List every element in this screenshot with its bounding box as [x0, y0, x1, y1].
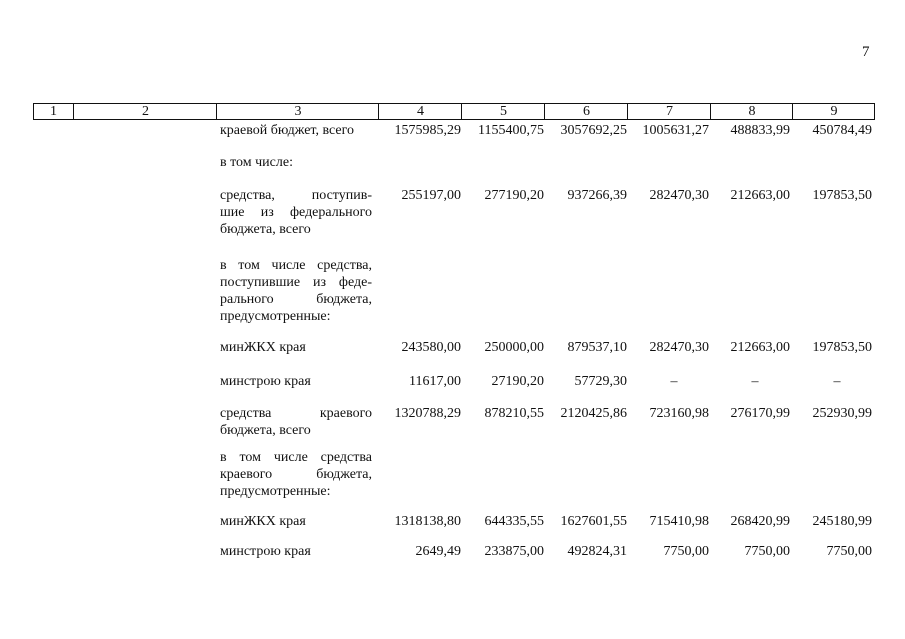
- header-cell-5: 5: [461, 104, 545, 119]
- value-cell-col-8: 7750,00: [744, 544, 790, 559]
- header-cell-8: 8: [710, 104, 793, 119]
- row-label-line: предусмотренные:: [220, 309, 331, 324]
- value-cell-col-4: 1575985,29: [394, 123, 461, 138]
- value-cell-col-7: –: [670, 374, 678, 389]
- row-label-line: краевой бюджет, всего: [220, 123, 355, 138]
- row-label-line: бюджета, всего: [220, 222, 311, 237]
- row-label-line: предусмотренные:: [220, 484, 331, 499]
- value-cell-col-9: –: [833, 374, 841, 389]
- value-cell-col-9: 7750,00: [826, 544, 872, 559]
- row-label: [220, 405, 372, 439]
- value-cell-col-7: 715410,98: [649, 514, 709, 529]
- value-cell-col-5: 644335,55: [484, 514, 544, 529]
- header-cell-7: 7: [627, 104, 711, 119]
- value-cell-col-8: 268420,99: [730, 514, 790, 529]
- value-cell-col-8: 212663,00: [730, 340, 790, 355]
- value-cell-col-6: 1627601,55: [560, 514, 627, 529]
- row-label-line: в том числе:: [220, 155, 293, 170]
- value-cell-col-7: 1005631,27: [642, 123, 709, 138]
- value-cell-col-6: 57729,30: [574, 374, 627, 389]
- row-label-line: минстрою края: [220, 544, 311, 559]
- row-label-line: средства, поступив-: [220, 188, 372, 203]
- row-label-line: бюджета, всего: [220, 423, 311, 438]
- row-label-line: шие из федерального: [220, 205, 372, 220]
- value-cell-col-6: 2120425,86: [560, 406, 627, 421]
- header-cell-9: 9: [792, 104, 875, 119]
- value-cell-col-4: 11617,00: [409, 374, 461, 389]
- row-label-line: минстрою края: [220, 374, 311, 389]
- row-label-line: минЖКХ края: [220, 340, 306, 355]
- row-label: [220, 122, 372, 139]
- row-label-line: поступившие из феде-: [220, 275, 372, 290]
- row-label: [220, 187, 372, 238]
- value-cell-col-6: 937266,39: [567, 188, 627, 203]
- row-label: [220, 257, 372, 325]
- header-cell-2: 2: [73, 104, 217, 119]
- header-cell-3: 3: [216, 104, 379, 119]
- value-cell-col-9: 450784,49: [812, 123, 872, 138]
- row-label: [220, 543, 372, 560]
- value-cell-col-8: 212663,00: [730, 188, 790, 203]
- value-cell-col-9: 197853,50: [812, 340, 872, 355]
- row-label: [220, 513, 372, 530]
- row-label: [220, 339, 372, 356]
- value-cell-col-5: 878210,55: [484, 406, 544, 421]
- value-cell-col-4: 1318138,80: [394, 514, 461, 529]
- value-cell-col-7: 282470,30: [649, 188, 709, 203]
- value-cell-col-4: 255197,00: [401, 188, 461, 203]
- value-cell-col-6: 3057692,25: [560, 123, 627, 138]
- value-cell-col-9: 245180,99: [812, 514, 872, 529]
- value-cell-col-6: 492824,31: [567, 544, 627, 559]
- value-cell-col-5: 277190,20: [484, 188, 544, 203]
- header-cell-4: 4: [378, 104, 462, 119]
- row-label-line: рального бюджета,: [220, 292, 372, 307]
- value-cell-col-5: 1155400,75: [478, 123, 544, 138]
- row-label: [220, 373, 372, 390]
- value-cell-col-8: 488833,99: [730, 123, 790, 138]
- value-cell-col-7: 7750,00: [663, 544, 709, 559]
- row-label-line: минЖКХ края: [220, 514, 306, 529]
- header-cell-6: 6: [544, 104, 628, 119]
- row-label-line: краевого бюджета,: [220, 467, 372, 482]
- value-cell-col-9: 252930,99: [812, 406, 872, 421]
- header-cell-1: 1: [50, 104, 57, 119]
- value-cell-col-4: 243580,00: [401, 340, 461, 355]
- row-label: [220, 449, 372, 500]
- value-cell-col-8: 276170,99: [730, 406, 790, 421]
- value-cell-col-9: 197853,50: [812, 188, 872, 203]
- value-cell-col-7: 282470,30: [649, 340, 709, 355]
- value-cell-col-8: –: [751, 374, 759, 389]
- value-cell-col-5: 27190,20: [491, 374, 544, 389]
- value-cell-col-7: 723160,98: [649, 406, 709, 421]
- row-label-line: средства краевого: [220, 406, 372, 421]
- table-header-row: [33, 103, 875, 120]
- value-cell-col-4: 2649,49: [415, 544, 461, 559]
- page-number: 7: [862, 44, 870, 60]
- value-cell-col-5: 233875,00: [484, 544, 544, 559]
- row-label: [220, 154, 372, 171]
- row-label-line: в том числе средства: [220, 450, 372, 465]
- value-cell-col-6: 879537,10: [567, 340, 627, 355]
- row-label-line: в том числе средства,: [220, 258, 372, 273]
- value-cell-col-5: 250000,00: [484, 340, 544, 355]
- value-cell-col-4: 1320788,29: [394, 406, 461, 421]
